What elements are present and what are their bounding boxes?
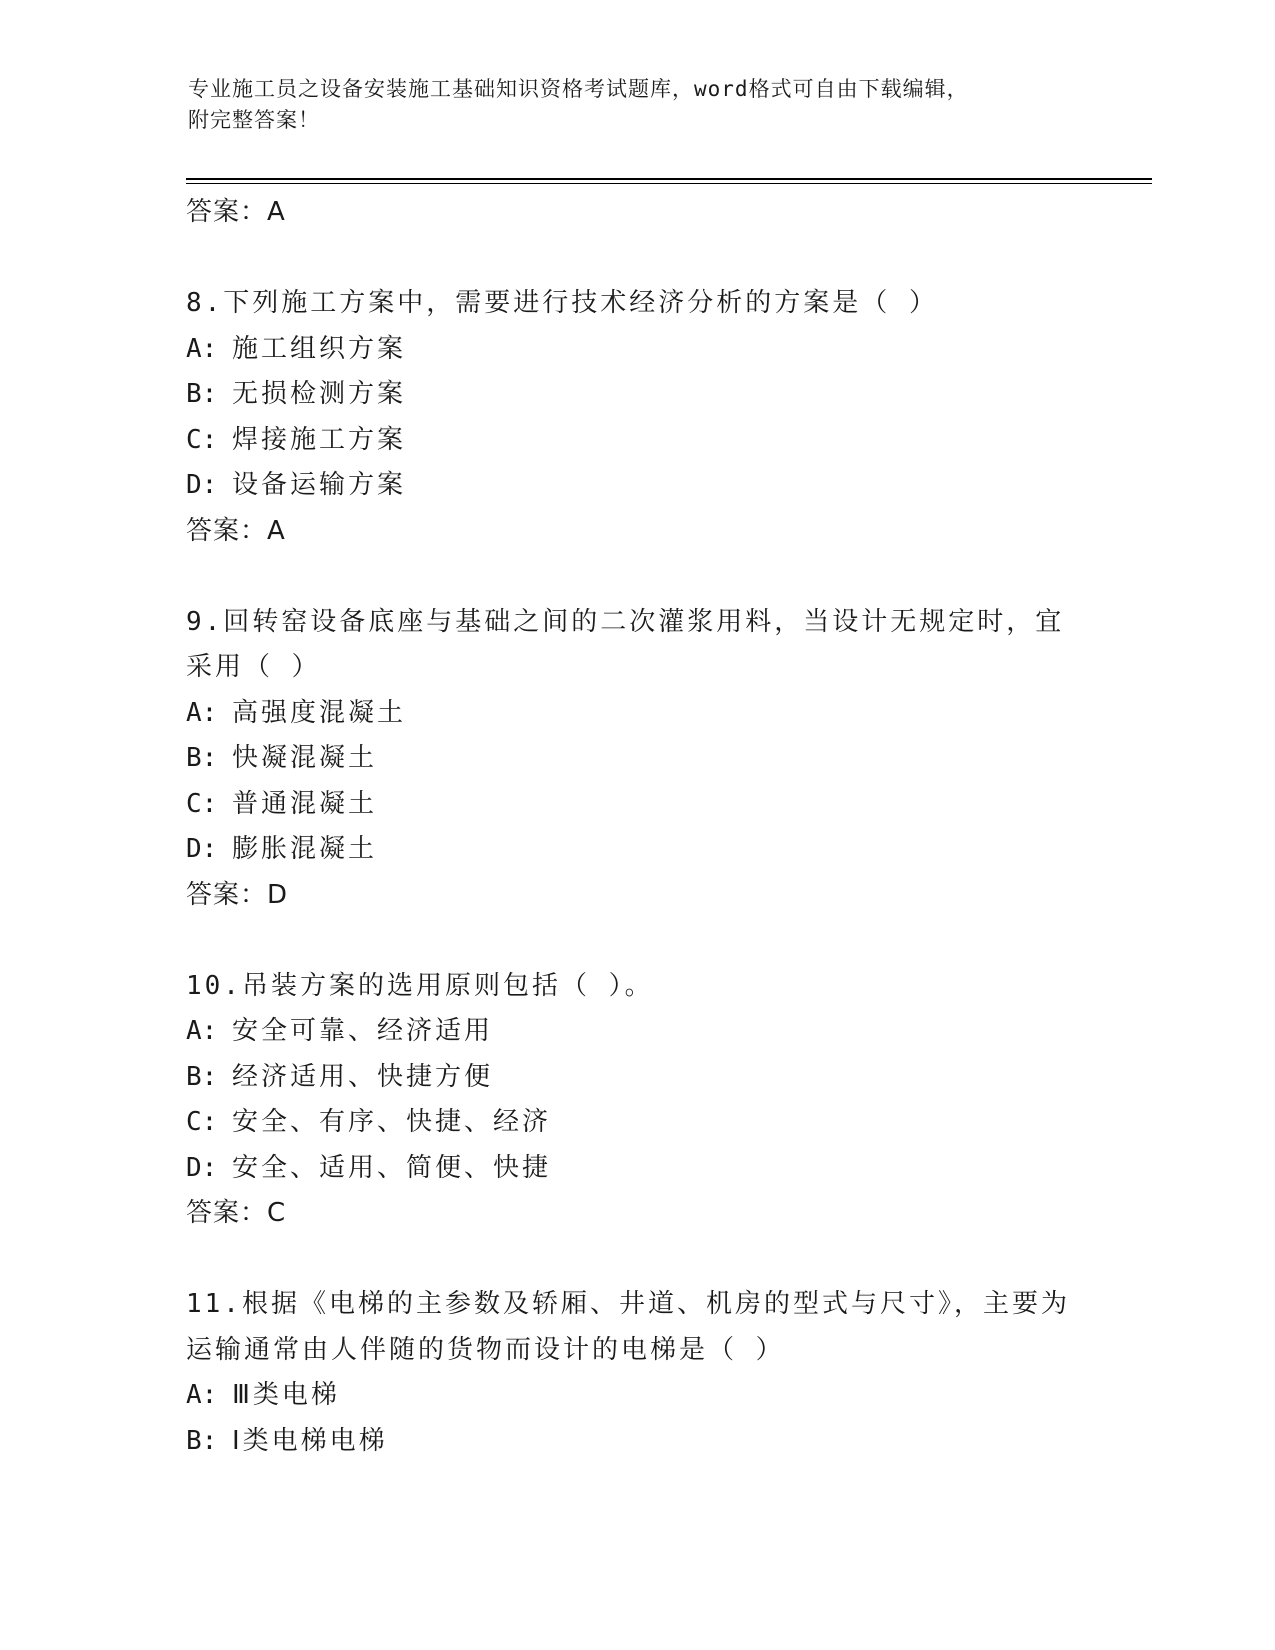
option-a: [186, 691, 1086, 737]
option-c: [186, 782, 1086, 828]
document-header: [188, 74, 1068, 136]
option-key: C:: [186, 788, 218, 819]
header-line-2: 附完整答案！: [188, 108, 320, 132]
option-text: 安全可靠、经济适用: [232, 1016, 494, 1046]
header-line-1: 专业施工员之设备安装施工基础知识资格考试题库，word格式可自由下载编辑，: [188, 77, 969, 101]
option-text: Ⅲ类电梯: [232, 1380, 340, 1410]
question-text: 8.下列施工方案中，需要进行技术经济分析的方案是（ ）: [186, 288, 938, 318]
option-text: Ⅰ类电梯电梯: [232, 1425, 388, 1456]
option-a: [186, 1009, 1086, 1055]
option-key: D:: [186, 834, 218, 864]
answer-line: 答案：A: [186, 197, 286, 227]
option-b: [186, 1055, 1086, 1101]
option-key: A:: [186, 333, 218, 364]
option-a: [186, 327, 1086, 373]
option-d: [186, 827, 1086, 873]
option-key: B:: [186, 379, 218, 409]
option-a: [186, 1373, 1086, 1419]
option-text: 安全、有序、快捷、经济: [232, 1107, 552, 1137]
option-key: C:: [186, 1107, 218, 1137]
option-text: 普通混凝土: [232, 788, 378, 819]
question-10: [186, 964, 1086, 1237]
option-b: [186, 372, 1086, 418]
option-key: C:: [186, 424, 218, 455]
option-text: 快凝混凝土: [232, 743, 378, 773]
question-11: [186, 1282, 1086, 1464]
question-8: [186, 281, 1086, 554]
option-d: [186, 1146, 1086, 1192]
question-9: [186, 600, 1086, 918]
option-b: [186, 1419, 1086, 1465]
option-text: 经济适用、快捷方便: [232, 1061, 494, 1092]
option-text: 无损检测方案: [232, 379, 407, 409]
option-key: A:: [186, 697, 218, 728]
option-text: 设备运输方案: [232, 470, 407, 500]
option-key: A:: [186, 1016, 218, 1046]
option-text: 膨胀混凝土: [232, 834, 378, 864]
question-list: [186, 190, 1086, 1464]
option-key: B:: [186, 1061, 218, 1092]
header-rule-thin: [186, 183, 1152, 184]
option-key: B:: [186, 1425, 218, 1456]
option-key: B:: [186, 743, 218, 773]
option-b: [186, 736, 1086, 782]
option-d: [186, 463, 1086, 509]
option-key: D:: [186, 1152, 218, 1183]
option-text: 高强度混凝土: [232, 697, 407, 728]
header-rule-thick: [186, 178, 1152, 180]
option-text: 安全、适用、简便、快捷: [232, 1152, 552, 1183]
option-c: [186, 1100, 1086, 1146]
answer-line: 答案：D: [186, 879, 289, 910]
question-text: 10.吊装方案的选用原则包括（ ）。: [186, 970, 654, 1001]
answer-line: 答案：C: [186, 1198, 287, 1228]
option-c: [186, 418, 1086, 464]
option-text: 施工组织方案: [232, 333, 407, 364]
answer-line: 答案：A: [186, 515, 286, 546]
option-text: 焊接施工方案: [232, 424, 407, 455]
question-text: 9.回转窑设备底座与基础之间的二次灌浆用料，当设计无规定时，宜采用（ ）: [186, 606, 1065, 682]
option-key: D:: [186, 470, 218, 500]
option-key: A:: [186, 1380, 218, 1410]
question-text: 11.根据《电梯的主参数及轿厢、井道、机房的型式与尺寸》，主要为运输通常由人伴随的货物而设计的电梯是（ ）: [186, 1289, 1070, 1365]
